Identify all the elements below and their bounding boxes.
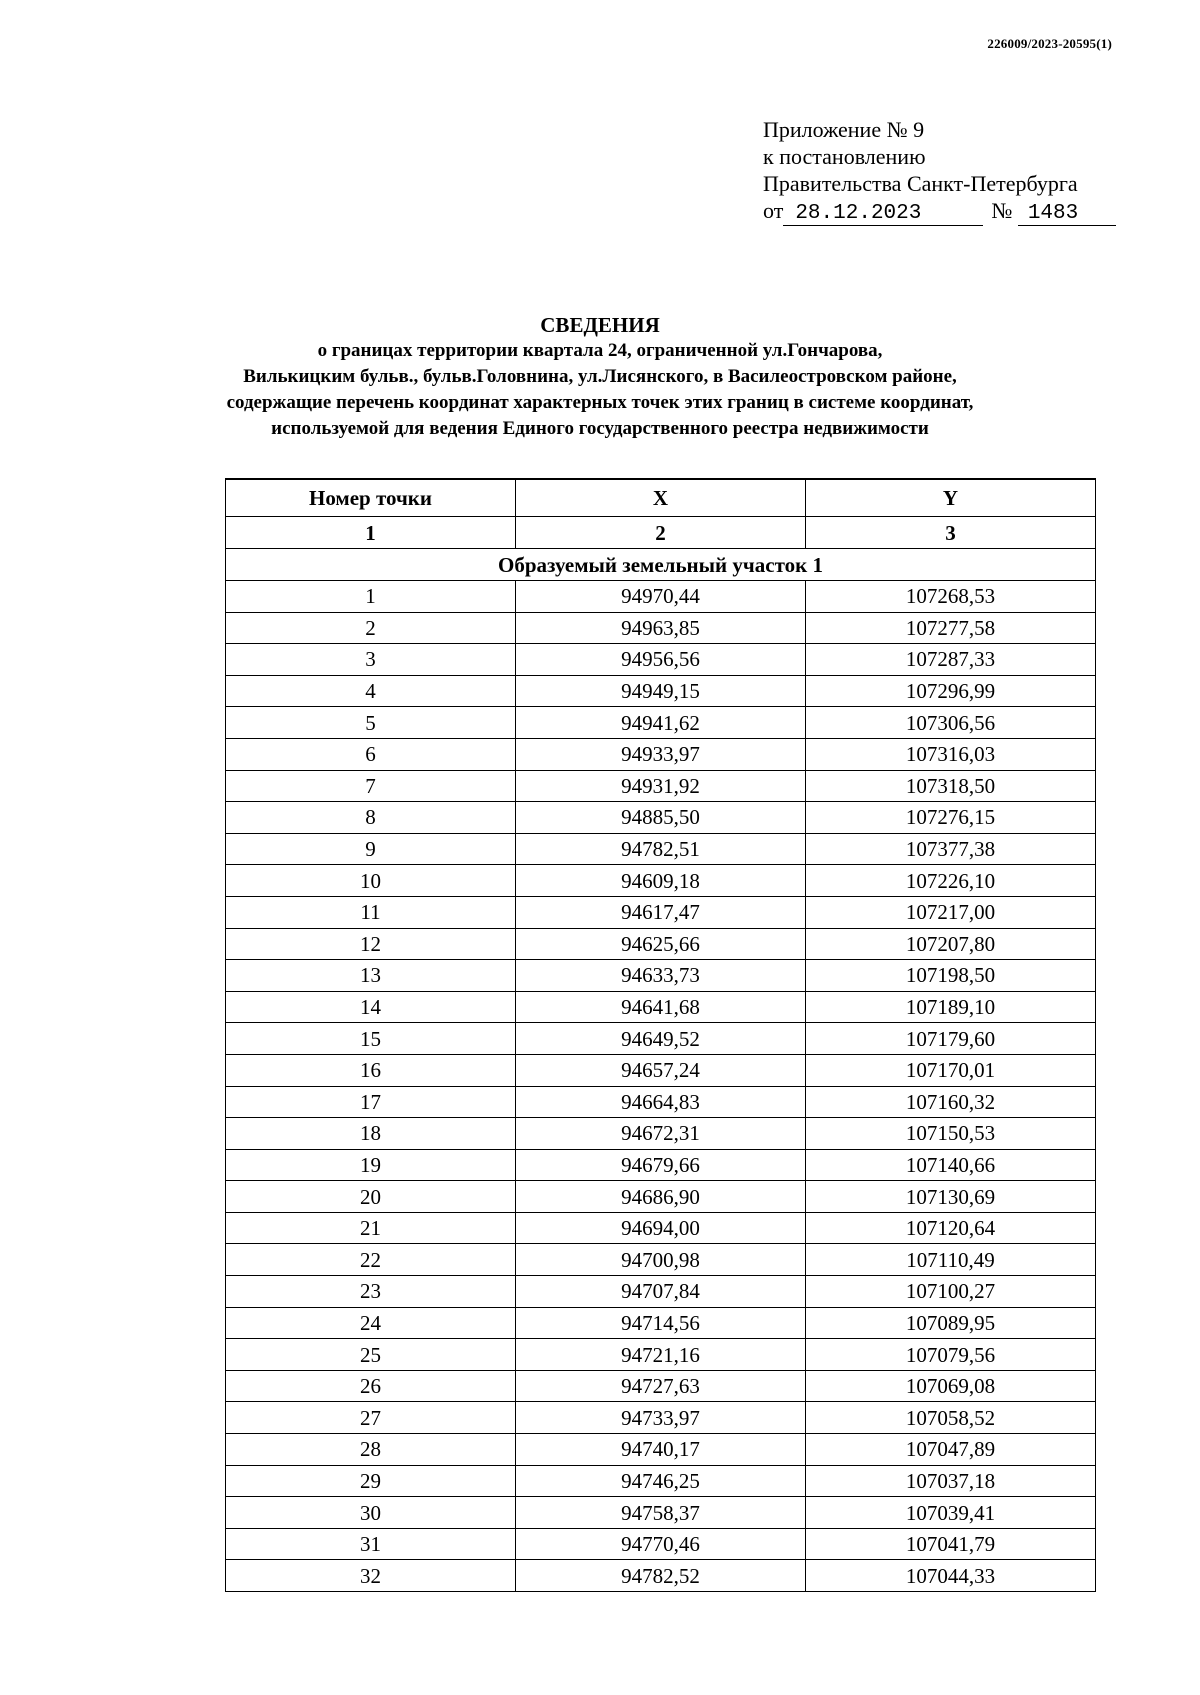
document-heading: [0, 312, 1200, 442]
table-row: [226, 644, 1096, 676]
table-row: [226, 802, 1096, 834]
x-coordinate-cell: 94672,31: [516, 1118, 806, 1150]
point-number-cell: 4: [226, 675, 516, 707]
point-number-cell: 12: [226, 928, 516, 960]
y-coordinate-cell: 107039,41: [806, 1497, 1096, 1529]
x-coordinate-cell: 94963,85: [516, 612, 806, 644]
point-number-cell: 25: [226, 1339, 516, 1371]
point-number-cell: 6: [226, 738, 516, 770]
annex-block: [763, 116, 1116, 226]
x-coordinate-cell: 94625,66: [516, 928, 806, 960]
y-coordinate-cell: 107037,18: [806, 1465, 1096, 1497]
table-row: [226, 1497, 1096, 1529]
x-coordinate-cell: 94617,47: [516, 896, 806, 928]
point-number-cell: 23: [226, 1276, 516, 1308]
x-coordinate-cell: 94694,00: [516, 1212, 806, 1244]
point-number-cell: 13: [226, 960, 516, 992]
y-coordinate-cell: 107276,15: [806, 802, 1096, 834]
x-coordinate-cell: 94686,90: [516, 1181, 806, 1213]
y-coordinate-cell: 107140,66: [806, 1149, 1096, 1181]
point-number-cell: 27: [226, 1402, 516, 1434]
y-coordinate-cell: 107189,10: [806, 991, 1096, 1023]
y-coordinate-cell: 107041,79: [806, 1528, 1096, 1560]
point-number-cell: 32: [226, 1560, 516, 1592]
x-coordinate-cell: 94782,51: [516, 833, 806, 865]
x-coordinate-cell: 94770,46: [516, 1528, 806, 1560]
x-coordinate-cell: 94740,17: [516, 1434, 806, 1466]
table-row: [226, 1244, 1096, 1276]
table-row: [226, 1149, 1096, 1181]
number-label: №: [991, 198, 1013, 223]
y-coordinate-cell: 107226,10: [806, 865, 1096, 897]
point-number-cell: 26: [226, 1370, 516, 1402]
y-coordinate-cell: 107150,53: [806, 1118, 1096, 1150]
y-coordinate-cell: 107306,56: [806, 707, 1096, 739]
y-coordinate-cell: 107268,53: [806, 581, 1096, 613]
annex-government-line: Правительства Санкт-Петербурга: [763, 171, 1078, 196]
point-number-cell: 14: [226, 991, 516, 1023]
heading-line-2: Вилькицким бульв., бульв.Головнина, ул.Лисянского, в Василеостровском районе,: [243, 366, 957, 387]
column-index-3: 3: [806, 517, 1096, 549]
x-coordinate-cell: 94657,24: [516, 1054, 806, 1086]
decree-date: 28.12.2023: [783, 203, 983, 226]
x-coordinate-cell: 94970,44: [516, 581, 806, 613]
column-index-2: 2: [516, 517, 806, 549]
y-coordinate-cell: 107296,99: [806, 675, 1096, 707]
y-coordinate-cell: 107316,03: [806, 738, 1096, 770]
table-row: [226, 1339, 1096, 1371]
x-coordinate-cell: 94758,37: [516, 1497, 806, 1529]
x-coordinate-cell: 94746,25: [516, 1465, 806, 1497]
column-header-x: X: [516, 479, 806, 517]
decree-number: 1483: [1018, 203, 1116, 226]
table-row: [226, 991, 1096, 1023]
column-index-row: [226, 517, 1096, 549]
point-number-cell: 1: [226, 581, 516, 613]
from-label: от: [763, 198, 784, 223]
point-number-cell: 24: [226, 1307, 516, 1339]
point-number-cell: 2: [226, 612, 516, 644]
y-coordinate-cell: 107179,60: [806, 1023, 1096, 1055]
x-coordinate-cell: 94633,73: [516, 960, 806, 992]
table-row: [226, 1370, 1096, 1402]
x-coordinate-cell: 94721,16: [516, 1339, 806, 1371]
y-coordinate-cell: 107100,27: [806, 1276, 1096, 1308]
table-row: [226, 612, 1096, 644]
x-coordinate-cell: 94714,56: [516, 1307, 806, 1339]
document-registration-id: 226009/2023-20595(1): [987, 36, 1112, 51]
column-header-y: Y: [806, 479, 1096, 517]
table-row: [226, 707, 1096, 739]
x-coordinate-cell: 94941,62: [516, 707, 806, 739]
point-number-cell: 28: [226, 1434, 516, 1466]
y-coordinate-cell: 107058,52: [806, 1402, 1096, 1434]
x-coordinate-cell: 94707,84: [516, 1276, 806, 1308]
table-row: [226, 581, 1096, 613]
x-coordinate-cell: 94700,98: [516, 1244, 806, 1276]
y-coordinate-cell: 107110,49: [806, 1244, 1096, 1276]
x-coordinate-cell: 94933,97: [516, 738, 806, 770]
column-header-point-number: Номер точки: [226, 479, 516, 517]
table-row: [226, 1118, 1096, 1150]
y-coordinate-cell: 107207,80: [806, 928, 1096, 960]
coordinates-table: [225, 478, 1096, 1592]
table-row: [226, 1402, 1096, 1434]
point-number-cell: 30: [226, 1497, 516, 1529]
point-number-cell: 21: [226, 1212, 516, 1244]
table-row: [226, 928, 1096, 960]
x-coordinate-cell: 94931,92: [516, 770, 806, 802]
point-number-cell: 17: [226, 1086, 516, 1118]
x-coordinate-cell: 94956,56: [516, 644, 806, 676]
point-number-cell: 31: [226, 1528, 516, 1560]
table-row: [226, 675, 1096, 707]
y-coordinate-cell: 107044,33: [806, 1560, 1096, 1592]
point-number-cell: 18: [226, 1118, 516, 1150]
heading-line-1: о границах территории квартала 24, ограниченной ул.Гончарова,: [317, 340, 883, 361]
point-number-cell: 15: [226, 1023, 516, 1055]
point-number-cell: 11: [226, 896, 516, 928]
point-number-cell: 9: [226, 833, 516, 865]
table-row: [226, 1054, 1096, 1086]
table-row: [226, 1086, 1096, 1118]
table-row: [226, 1212, 1096, 1244]
table-row: [226, 960, 1096, 992]
y-coordinate-cell: 107318,50: [806, 770, 1096, 802]
table-row: [226, 896, 1096, 928]
table-row: [226, 1528, 1096, 1560]
table-row: [226, 738, 1096, 770]
x-coordinate-cell: 94679,66: [516, 1149, 806, 1181]
table-row: [226, 1023, 1096, 1055]
heading-line-4: используемой для ведения Единого государственного реестра недвижимости: [271, 418, 929, 439]
group-row: [226, 549, 1096, 581]
point-number-cell: 16: [226, 1054, 516, 1086]
heading-title: СВЕДЕНИЯ: [540, 313, 660, 337]
table-row: [226, 865, 1096, 897]
x-coordinate-cell: 94782,52: [516, 1560, 806, 1592]
y-coordinate-cell: 107120,64: [806, 1212, 1096, 1244]
x-coordinate-cell: 94727,63: [516, 1370, 806, 1402]
column-index-1: 1: [226, 517, 516, 549]
point-number-cell: 7: [226, 770, 516, 802]
point-number-cell: 20: [226, 1181, 516, 1213]
y-coordinate-cell: 107277,58: [806, 612, 1096, 644]
point-number-cell: 3: [226, 644, 516, 676]
x-coordinate-cell: 94733,97: [516, 1402, 806, 1434]
y-coordinate-cell: 107160,32: [806, 1086, 1096, 1118]
table-row: [226, 1307, 1096, 1339]
table-row: [226, 770, 1096, 802]
table-row: [226, 1276, 1096, 1308]
table-header-row: [226, 479, 1096, 517]
x-coordinate-cell: 94949,15: [516, 675, 806, 707]
y-coordinate-cell: 107198,50: [806, 960, 1096, 992]
table-row: [226, 1465, 1096, 1497]
table-row: [226, 833, 1096, 865]
x-coordinate-cell: 94649,52: [516, 1023, 806, 1055]
y-coordinate-cell: 107047,89: [806, 1434, 1096, 1466]
annex-decree-line: к постановлению: [763, 144, 926, 169]
point-number-cell: 10: [226, 865, 516, 897]
y-coordinate-cell: 107079,56: [806, 1339, 1096, 1371]
y-coordinate-cell: 107377,38: [806, 833, 1096, 865]
group-label: Образуемый земельный участок 1: [226, 549, 1096, 581]
x-coordinate-cell: 94609,18: [516, 865, 806, 897]
table-row: [226, 1434, 1096, 1466]
point-number-cell: 29: [226, 1465, 516, 1497]
y-coordinate-cell: 107170,01: [806, 1054, 1096, 1086]
point-number-cell: 22: [226, 1244, 516, 1276]
x-coordinate-cell: 94664,83: [516, 1086, 806, 1118]
annex-number-line: Приложение № 9: [763, 117, 925, 142]
y-coordinate-cell: 107130,69: [806, 1181, 1096, 1213]
heading-line-3: содержащие перечень координат характерных точек этих границ в системе координат,: [226, 392, 974, 413]
x-coordinate-cell: 94641,68: [516, 991, 806, 1023]
y-coordinate-cell: 107089,95: [806, 1307, 1096, 1339]
y-coordinate-cell: 107217,00: [806, 896, 1096, 928]
table-row: [226, 1560, 1096, 1592]
x-coordinate-cell: 94885,50: [516, 802, 806, 834]
point-number-cell: 8: [226, 802, 516, 834]
y-coordinate-cell: 107069,08: [806, 1370, 1096, 1402]
point-number-cell: 19: [226, 1149, 516, 1181]
annex-date-line: [763, 197, 1116, 226]
point-number-cell: 5: [226, 707, 516, 739]
table-row: [226, 1181, 1096, 1213]
y-coordinate-cell: 107287,33: [806, 644, 1096, 676]
